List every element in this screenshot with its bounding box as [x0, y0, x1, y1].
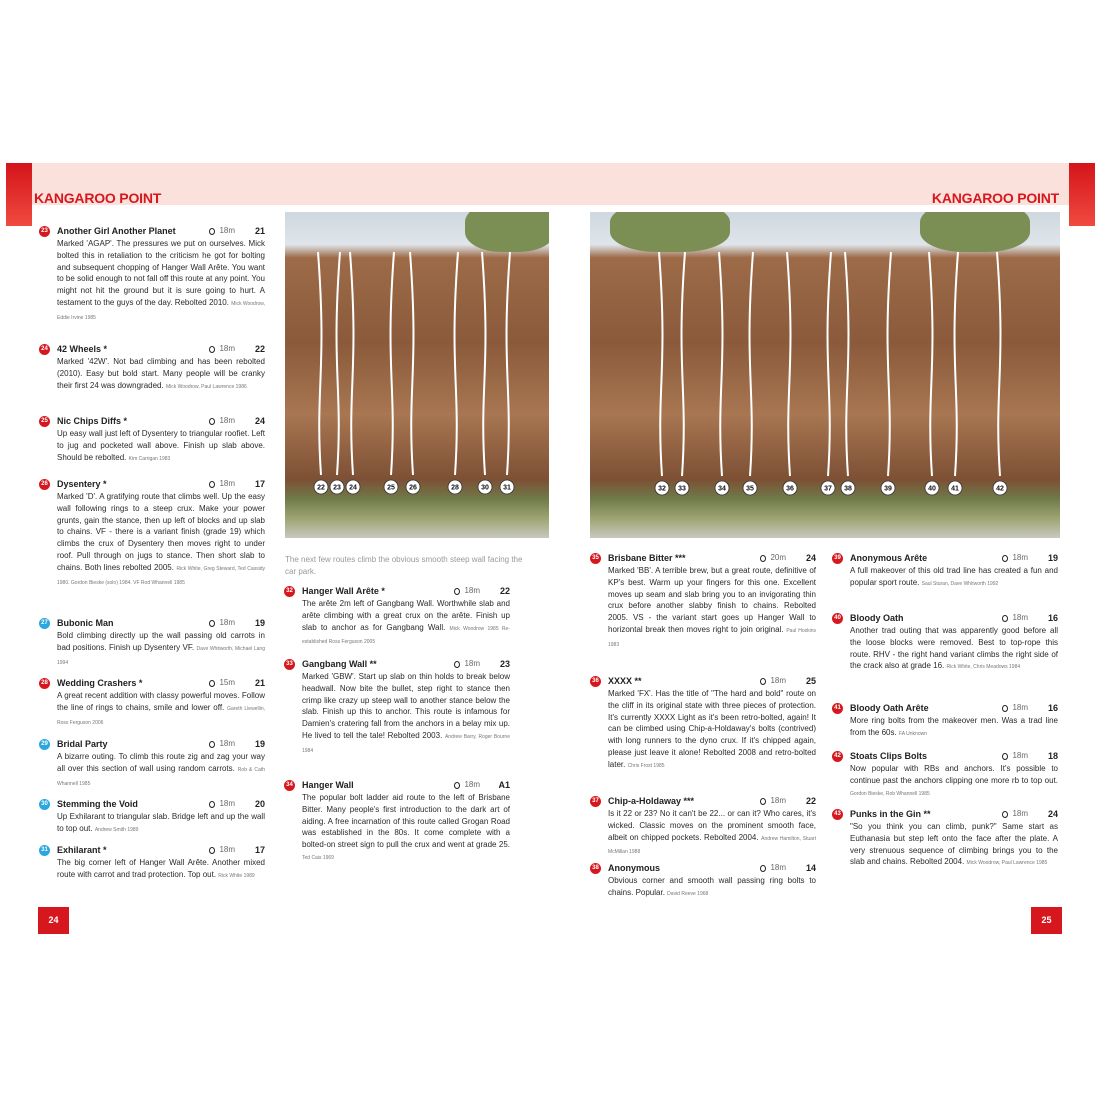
- route-heading: [40, 416, 265, 428]
- route-description: [285, 671, 510, 758]
- route-marker-label: 40: [928, 485, 936, 493]
- first-ascent: FA Unknown: [898, 730, 927, 737]
- route-marker-label: 38: [844, 485, 852, 493]
- route-name: Bridal Party: [57, 739, 108, 749]
- route-name: XXXX **: [608, 676, 642, 686]
- route-description: [285, 598, 510, 649]
- route-description: [591, 688, 816, 773]
- route-entry: [40, 344, 265, 393]
- route-name: Stemming the Void: [57, 799, 138, 809]
- route-text: Bold climbing directly up the wall passing old carrots in bad positions. Finish up Dysentery VF.: [57, 631, 265, 652]
- route-line: [750, 252, 753, 476]
- route-length: 18m: [770, 796, 786, 805]
- route-marker-label: 41: [951, 485, 959, 493]
- route-entry: [591, 553, 816, 652]
- route-text: Now popular with RBs and anchors. It's possible to continue past the anchors clipping one more rb to top out.: [850, 764, 1058, 785]
- route-line: [787, 252, 790, 476]
- route-description: [40, 811, 265, 837]
- route-heading: [833, 553, 1058, 565]
- route-heading: [40, 678, 265, 690]
- route-name: Hanger Wall Arête *: [302, 586, 385, 596]
- route-name: Another Girl Another Planet: [57, 226, 176, 236]
- route-grade: 16: [1047, 613, 1058, 623]
- route-text: A full makeover of this old trad line has created a fun and popular sport route.: [850, 566, 1058, 587]
- bolt-icon: [760, 678, 766, 685]
- first-ascent: Saul Sturan, Dave Whitworth 1992: [921, 580, 999, 587]
- route-entry: [833, 703, 1058, 741]
- route-entry: [40, 226, 265, 325]
- route-name: Anonymous Arête: [850, 553, 928, 563]
- route-entry: [833, 613, 1058, 674]
- route-entry: [40, 479, 265, 589]
- route-description: [833, 625, 1058, 674]
- route-name: Punks in the Gin **: [850, 809, 931, 819]
- route-marker-label: 32: [658, 485, 666, 493]
- route-marker-label: 35: [746, 485, 754, 493]
- bolt-icon: [209, 346, 215, 353]
- route-grade: 24: [1047, 809, 1058, 819]
- section-title: KANGAROO POINT: [931, 190, 1059, 206]
- route-entry: [591, 676, 816, 773]
- route-name: Hanger Wall: [302, 780, 354, 790]
- bolt-icon: [209, 741, 215, 748]
- first-ascent: Paul Hoskins 1983: [608, 627, 817, 648]
- route-line: [659, 252, 662, 476]
- first-ascent: Andrew Smith 1989: [94, 826, 139, 833]
- route-grade: 19: [1047, 553, 1058, 563]
- route-heading: [833, 703, 1058, 715]
- route-length: 18m: [464, 780, 480, 789]
- route-line: [391, 252, 394, 475]
- route-heading: [833, 613, 1058, 625]
- route-description: [591, 875, 816, 901]
- route-heading: [40, 479, 265, 491]
- route-heading: [285, 780, 510, 792]
- route-line: [719, 252, 722, 476]
- route-description: [40, 690, 265, 729]
- route-line: [337, 252, 340, 475]
- route-number-badge: 29: [39, 739, 50, 750]
- route-number-badge: 39: [832, 553, 843, 564]
- route-length: 18m: [219, 226, 235, 235]
- bolt-icon: [454, 588, 460, 595]
- route-entry: [833, 809, 1058, 870]
- route-number-badge: 43: [832, 809, 843, 820]
- route-number-badge: 24: [39, 344, 50, 355]
- route-heading: [40, 845, 265, 857]
- route-grade: 21: [254, 678, 265, 688]
- route-length: 18m: [770, 863, 786, 872]
- route-grade: 19: [254, 618, 265, 628]
- route-entry: [40, 845, 265, 883]
- route-text: Another trad outing that was apparently good before all the loose blocks were removed. Best to top-rope this route. RHV - the right hand variant climbs the right side of the crack also at grade 16.: [850, 626, 1058, 671]
- route-entry: [40, 416, 265, 465]
- route-grade: 17: [254, 479, 265, 489]
- page-number: 25: [1031, 907, 1062, 934]
- route-heading: [591, 553, 816, 565]
- route-grade: 22: [254, 344, 265, 354]
- route-text: Up easy wall just left of Dysentery to triangular roofiet. Left to jug and pocketed wall above. Finish up slab above. Should be rebolted.: [57, 429, 265, 462]
- route-name: Wedding Crashers *: [57, 678, 143, 688]
- route-text: A bizarre outing. To climb this route zig and zag your way all over this section of wall using random carrots.: [57, 752, 265, 773]
- route-length: 18m: [219, 479, 235, 488]
- route-description: [591, 565, 816, 652]
- route-marker-label: 28: [451, 484, 459, 492]
- section-title: KANGAROO POINT: [34, 190, 162, 206]
- route-number-badge: 31: [39, 845, 50, 856]
- route-line: [350, 252, 353, 475]
- route-grade: 22: [805, 796, 816, 806]
- route-entry: [591, 796, 816, 859]
- route-number-badge: 30: [39, 799, 50, 810]
- route-entry: [833, 751, 1058, 800]
- route-heading: [833, 809, 1058, 821]
- route-text: The popular bolt ladder aid route to the left of Brisbane Bitter. Many people's first introduction to the dark art of aiding. A free incarnation of this route called Grogan Road was established in the 80s. It come complete with a bolted-on street sign to pull the crux and went at grade 25.: [302, 793, 510, 850]
- bolt-icon: [1002, 705, 1008, 712]
- route-length: 20m: [770, 553, 786, 562]
- first-ascent: Mick Woodrow, Eddie Irvine 1985: [57, 300, 266, 321]
- route-grade: 24: [254, 416, 265, 426]
- route-line: [482, 252, 485, 475]
- route-number-badge: 34: [284, 780, 295, 791]
- header-band: [6, 163, 551, 205]
- route-line: [955, 252, 958, 476]
- first-ascent: Gordon Bieske, Rob Whannell 1985: [850, 790, 930, 797]
- bolt-icon: [209, 418, 215, 425]
- route-grade: 18: [1047, 751, 1058, 761]
- route-heading: [40, 799, 265, 811]
- route-text: A great recent addition with classy powerful moves. Follow the line of rings to chains, smile and lower off.: [57, 691, 265, 712]
- first-ascent: Andrew Barry, Roger Bourne 1984: [302, 733, 510, 754]
- route-description: [40, 630, 265, 669]
- first-ascent: Rick White, Chris Meadows 1984: [946, 664, 1021, 671]
- route-grade: 16: [1047, 703, 1058, 713]
- route-number-badge: 35: [590, 553, 601, 564]
- route-length: 18m: [1012, 809, 1028, 818]
- route-number-badge: 42: [832, 751, 843, 762]
- route-name: Dysentery *: [57, 479, 107, 489]
- route-marker-label: 30: [481, 484, 489, 492]
- route-grade: 22: [499, 586, 510, 596]
- route-name: Bloody Oath: [850, 613, 904, 623]
- first-ascent: Dave Whitworth, Michael Lang 1994: [57, 645, 265, 666]
- route-grade: 20: [254, 799, 265, 809]
- route-description: [833, 763, 1058, 800]
- route-number-badge: 23: [39, 226, 50, 237]
- route-length: 18m: [219, 845, 235, 854]
- route-entry: [40, 618, 265, 669]
- route-line: [845, 252, 848, 476]
- route-line: [828, 252, 831, 476]
- crag-photo-right: [590, 212, 1060, 538]
- first-ascent: David Reeve 1968: [667, 890, 709, 897]
- route-marker-label: 36: [786, 485, 794, 493]
- route-description: [40, 428, 265, 465]
- route-line: [455, 252, 458, 475]
- route-text: More ring bolts from the makeover men. Was a trad line from the 60s.: [850, 716, 1058, 737]
- route-text: Marked 'D'. A gratifying route that climbs well. Up the easy wall following rings to a steep crux. Make your power grunts, gain the stance, then up left of blocks and up slab to chains. VF - there is a variant finish (grade 19) which climbs the crux of Dysentery then moves right to under roof. Pull through on jugs to stance. Then short slab to chains. Both lines rebolted 2005.: [57, 492, 265, 572]
- first-ascent: Andrew Hamilton, Stuart McMillan 1988: [608, 835, 816, 856]
- header-band: [551, 163, 1095, 205]
- route-entry: [40, 799, 265, 837]
- route-description: [833, 821, 1058, 870]
- photo-caption: The next few routes climb the obvious smooth steep wall facing the car park.: [285, 555, 523, 576]
- route-length: 18m: [1012, 613, 1028, 622]
- route-entry: [40, 678, 265, 729]
- bolt-icon: [1002, 811, 1008, 818]
- route-marker-label: 31: [503, 484, 511, 492]
- route-name: Anonymous: [608, 863, 661, 873]
- route-description: [40, 238, 265, 325]
- bolt-icon: [209, 620, 215, 627]
- thumb-tab: [6, 163, 32, 226]
- route-length: 18m: [1012, 751, 1028, 760]
- route-length: 18m: [219, 739, 235, 748]
- route-line: [410, 252, 413, 475]
- route-text: Marked '42W'. Not bad climbing and has been rebolted (2010). Easy but bold start. Many people will be cranky their first 24 was downgraded.: [57, 357, 265, 390]
- route-length: 18m: [219, 799, 235, 808]
- crag-photo-left: [285, 212, 549, 538]
- first-ascent: Rob & Cath Whannell 1985: [57, 766, 265, 787]
- first-ascent: Rick White, Greg Steward, Ted Cassidy 1980. Gordon Bieske (solo) 1984. VF Rod Whannell 1985: [57, 565, 265, 586]
- route-number-badge: 37: [590, 796, 601, 807]
- bolt-icon: [1002, 753, 1008, 760]
- bolt-icon: [1002, 615, 1008, 622]
- route-number-badge: 27: [39, 618, 50, 629]
- right-page: [551, 163, 1095, 943]
- route-heading: [40, 344, 265, 356]
- route-name: Gangbang Wall **: [302, 659, 377, 669]
- route-text: "So you think you can climb, punk?" Same start as Euthanasia but step left onto the face after the plate. A very strenuous sequence of climbing brings you to the slab and chains. Rebolted 2004.: [850, 822, 1058, 867]
- route-number-badge: 26: [39, 479, 50, 490]
- route-grade: 14: [805, 863, 816, 873]
- route-entry: [591, 863, 816, 901]
- route-marker-label: 42: [996, 485, 1004, 493]
- route-length: 18m: [219, 618, 235, 627]
- route-name: Bubonic Man: [57, 618, 114, 628]
- route-heading: [40, 226, 265, 238]
- route-marker-label: 34: [718, 485, 726, 493]
- route-text: Marked 'BB'. A terrible brew, but a great route, definitive of KP's best. Warm up your fingers for this one. Excellent moves up seam and slab bring you to an invigorating thin crux before another slabby finish to chains. Rebolted 2005. VS - the variant start goes up Hanger Wall to horizontal break then moves right to join original.: [608, 566, 816, 634]
- bolt-icon: [760, 798, 766, 805]
- route-text: Is it 22 or 23? No it can't be 22... or can it? Who cares, it's wicked. Classic moves on the prominent smooth face, albeit on chipped pockets. Rebolted 2004.: [608, 809, 816, 842]
- bolt-icon: [209, 228, 215, 235]
- route-grade: 24: [805, 553, 816, 563]
- route-heading: [285, 586, 510, 598]
- route-number-badge: 28: [39, 678, 50, 689]
- route-length: 18m: [219, 344, 235, 353]
- route-line: [997, 252, 1000, 476]
- route-grade: 17: [254, 845, 265, 855]
- route-description: [40, 356, 265, 393]
- route-name: 42 Wheels *: [57, 344, 108, 354]
- route-description: [833, 715, 1058, 741]
- route-marker-label: 39: [884, 485, 892, 493]
- route-name: Stoats Clips Bolts: [850, 751, 928, 761]
- route-length: 18m: [1012, 703, 1028, 712]
- route-grade: A1: [498, 780, 510, 790]
- first-ascent: Chris Frost 1985: [627, 762, 665, 769]
- route-description: [40, 491, 265, 589]
- route-marker-label: 23: [333, 484, 341, 492]
- bolt-icon: [454, 661, 460, 668]
- route-number-badge: 25: [39, 416, 50, 427]
- route-entry: [40, 739, 265, 790]
- first-ascent: Gareth Llewellin, Ross Ferguson 2006: [57, 705, 265, 726]
- route-marker-label: 25: [387, 484, 395, 492]
- route-description: [833, 565, 1058, 591]
- route-name: Nic Chips Diffs *: [57, 416, 128, 426]
- route-number-badge: 36: [590, 676, 601, 687]
- route-description: [285, 792, 510, 865]
- route-grade: 21: [254, 226, 265, 236]
- route-length: 18m: [464, 659, 480, 668]
- bolt-icon: [760, 555, 766, 562]
- route-description: [40, 751, 265, 790]
- route-text: The arête 2m left of Gangbang Wall. Worthwhile slab and arête climbing with a great crux on the arête. Finish up slab to anchor as for Gangbang Wall.: [302, 599, 510, 632]
- bolt-icon: [209, 801, 215, 808]
- bolt-icon: [209, 847, 215, 854]
- first-ascent: Mick Woodrow, Paul Lawrence 1985: [966, 860, 1048, 867]
- bolt-icon: [454, 782, 460, 789]
- route-length: 18m: [1012, 553, 1028, 562]
- bolt-icon: [760, 865, 766, 872]
- route-grade: 25: [805, 676, 816, 686]
- route-marker-label: 24: [349, 484, 357, 492]
- first-ascent: Rick White 1989: [218, 872, 255, 879]
- route-length: 18m: [219, 416, 235, 425]
- route-length: 18m: [770, 676, 786, 685]
- route-text: Marked 'AGAP'. The pressures we put on ourselves. Mick bolted this in retaliation to the criticism he got for bolting and subsequent chopping of Hanger Wall Arête. You want to be solid enough to not fall off this route at any point. You might not hit the ground but it is sure going to hurt. A testament to the guys of the day. Rebolted 2010.: [57, 239, 265, 307]
- route-description: [591, 808, 816, 859]
- route-text: Marked 'GBW'. Start up slab on thin holds to break below headwall. Now bite the bullet, step right to stance then crimp like crazy up steep wall to another stance below the slab. Finish up this to anchor. This route is infamous for Damien's cratering fall from the anchors in a belay mix up. He lived to tell the tale! Rebolted 2003.: [302, 672, 510, 740]
- route-entry: [285, 780, 510, 865]
- route-heading: [591, 863, 816, 875]
- route-line: [929, 252, 932, 476]
- route-entry: [833, 553, 1058, 591]
- route-number-badge: 33: [284, 659, 295, 670]
- first-ascent: Mick Woodrow, Paul Lawrence 1986: [165, 383, 247, 390]
- route-line: [507, 252, 510, 475]
- route-heading: [833, 751, 1058, 763]
- route-grade: 23: [499, 659, 510, 669]
- route-name: Exhilarant *: [57, 845, 107, 855]
- route-marker-label: 33: [678, 485, 686, 493]
- route-number-badge: 41: [832, 703, 843, 714]
- route-entry: [285, 586, 510, 649]
- route-line: [682, 252, 685, 476]
- route-length: 18m: [464, 586, 480, 595]
- route-text: Obvious corner and smooth wall passing ring bolts to chains. Popular.: [608, 876, 816, 897]
- route-number-badge: 32: [284, 586, 295, 597]
- route-heading: [285, 659, 510, 671]
- route-line: [318, 252, 321, 475]
- thumb-tab: [1069, 163, 1095, 226]
- route-heading: [591, 796, 816, 808]
- bolt-icon: [209, 481, 215, 488]
- route-grade: 19: [254, 739, 265, 749]
- first-ascent: Ted Cais 1969: [302, 854, 334, 861]
- route-number-badge: 40: [832, 613, 843, 624]
- first-ascent: Mick Woodrow 1985 Re-established Ross Ferguson 2005: [302, 625, 510, 646]
- route-description: [40, 857, 265, 883]
- route-line: [888, 252, 891, 476]
- route-text: Marked 'FX'. Has the title of "The hard and bold" route on the cliff in its original state with three pieces of protection. It's currently XXXX Light as it's been retro-bolted, again! It can be climbed using Chip-a-Holdaway's bolts (contrived) with long runners to the dyno crux. If it's chipped again, please just leave it alone! Rebolted 2008 and retro-bolted later.: [608, 689, 816, 769]
- page-number: 24: [38, 907, 69, 934]
- route-name: Chip-a-Holdaway ***: [608, 796, 695, 806]
- route-heading: [40, 739, 265, 751]
- bolt-icon: [1002, 555, 1008, 562]
- route-marker-label: 22: [317, 484, 325, 492]
- route-name: Bloody Oath Arête: [850, 703, 929, 713]
- route-text: Up Exhilarant to triangular slab. Bridge left and up the wall to top out.: [57, 812, 265, 833]
- first-ascent: Kim Carrigan 1983: [128, 455, 171, 462]
- bolt-icon: [209, 680, 215, 687]
- left-page: [6, 163, 551, 943]
- route-entry: [285, 659, 510, 758]
- route-marker-label: 37: [824, 485, 832, 493]
- route-text: The big corner left of Hanger Wall Arête. Another mixed route with carrot and trad protection. Top out.: [57, 858, 265, 879]
- route-name: Brisbane Bitter ***: [608, 553, 686, 563]
- route-length: 15m: [219, 678, 235, 687]
- route-heading: [40, 618, 265, 630]
- route-marker-label: 26: [409, 484, 417, 492]
- route-number-badge: 38: [590, 863, 601, 874]
- route-heading: [591, 676, 816, 688]
